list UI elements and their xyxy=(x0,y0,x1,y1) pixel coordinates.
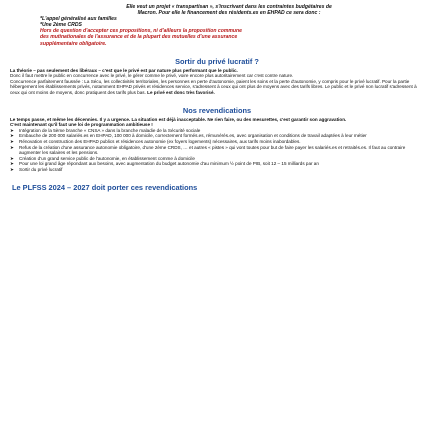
intro-line-2: Macron. Pour elle le financement des résidents.es en EHPAD ce sera donc : xyxy=(137,10,321,17)
section1-paragraph-1: Donc il faut mettre le public en concurrence avec le privé, le gérer comme le privé, voire encore plus autoritairement car c'est contre nature. xyxy=(10,73,294,79)
arrow-right-icon: ➤ xyxy=(10,144,14,150)
demand-text: Pour une loi grand âge répondant aux besoins, avec augmentation du budget autonomie d'au minimum ½ point de PIB, soit 12 – 15 milliards par an xyxy=(19,161,319,167)
demand-text: Intégration de la 5ème branche « CNSA » dans la branche maladie de la Sécurité sociale xyxy=(19,127,201,133)
intro-line-5: Hors de question d'accepter ces propositions, ni d'ailleurs la proposition commune xyxy=(40,28,242,35)
intro-block xyxy=(40,4,418,47)
section2-lead-1: Le temps passe, et même les décennies. Il y a urgence. La situation est déjà inacceptable. Ne rien faire, ou des mesurettes, c'est garantir son aggravation. xyxy=(10,116,347,122)
section-body-sortir-du-prive xyxy=(10,68,418,96)
demand-text: Rénovation et construction des EHPAD publics et résidences autonomie (ex foyers logements) nécessaires, aux tarifs moins inabordables. xyxy=(19,139,301,144)
section-heading-sortir-du-prive: Sortir du privé lucratif ? xyxy=(175,56,259,66)
intro-line-6: des mutinationales de l'assurance et de la plupart des mutuelles d'une assurance xyxy=(40,34,238,41)
demand-text: Refus de la création d'une assurance autonomie obligatoire, d'une 2ème CRDS, … et autres « pistes » qui vont toutes pour but de faire payer les salariés.es et retraités.es. Il faut au contraire augmenter les salaires et les pensions. xyxy=(19,144,406,156)
section1-lead: La théorie – pas seulement des libéraux – c'est que le privé est par nature plus performant que le public. xyxy=(10,67,238,73)
footer-heading: Le PLFSS 2024 – 2027 doit porter ces revendications xyxy=(12,182,198,192)
demand-list-item xyxy=(10,167,418,173)
arrow-right-icon: ➤ xyxy=(10,139,14,144)
demand-text: Embauche de 200 000 salariés.es en EHPAD, 100 000 à domicile, correctement formés.es, rémunérés.es, avec organisation et conditions de travail adaptées à leur métier xyxy=(19,133,367,139)
intro-line-1: Elle veut un projet « transpartisan », s'inscrivant dans les contraintes budgétaires de xyxy=(126,4,332,10)
section1-paragraph-2-conclusion: Le privé est donc très favorisé. xyxy=(147,90,215,96)
intro-line-7: supplémentaire obligatoire. xyxy=(40,40,107,47)
arrow-right-icon: ➤ xyxy=(10,127,14,133)
intro-line-4: *Une 2ème CRDS xyxy=(40,22,82,29)
section1-paragraph-2 xyxy=(10,79,418,96)
arrow-right-icon: ➤ xyxy=(10,133,14,139)
arrow-right-icon: ➤ xyxy=(10,161,14,167)
demand-list-item xyxy=(10,145,418,156)
section-body-revendications xyxy=(10,117,418,173)
demand-text: Création d'un grand service public de l'autonomie, en établissement comme à domicile xyxy=(19,155,195,161)
section1-paragraph-2-text: Concurrence parfaitement faussée : La Sécu, les collectivités territoriales, les personnes en perte d'autonomie, paient les soins et la perte d'autonomie, y compris pour le privé lucratif. Pour la partie hébergement les établissements privés, notamment EHPAD privés et résidences service, s'adressent à ceux qui ont plus de moyens avec des tarifs libres. Le public et le privé non lucratif s'adressent à ceux qui ont moins de moyens, donc pratiquent des tarifs plus bas. xyxy=(10,78,417,96)
section-heading-revendications: Nos revendications xyxy=(182,105,252,115)
arrow-right-icon: ➤ xyxy=(10,166,14,172)
demand-text: Sortir du privé lucratif xyxy=(19,166,63,172)
section2-lead-2: C'est maintenant qu'il faut une loi de programmation ambitieuse ! xyxy=(10,122,153,128)
arrow-right-icon: ➤ xyxy=(10,155,14,161)
intro-line-3: *L'appel généralisé aux familles xyxy=(40,16,117,23)
